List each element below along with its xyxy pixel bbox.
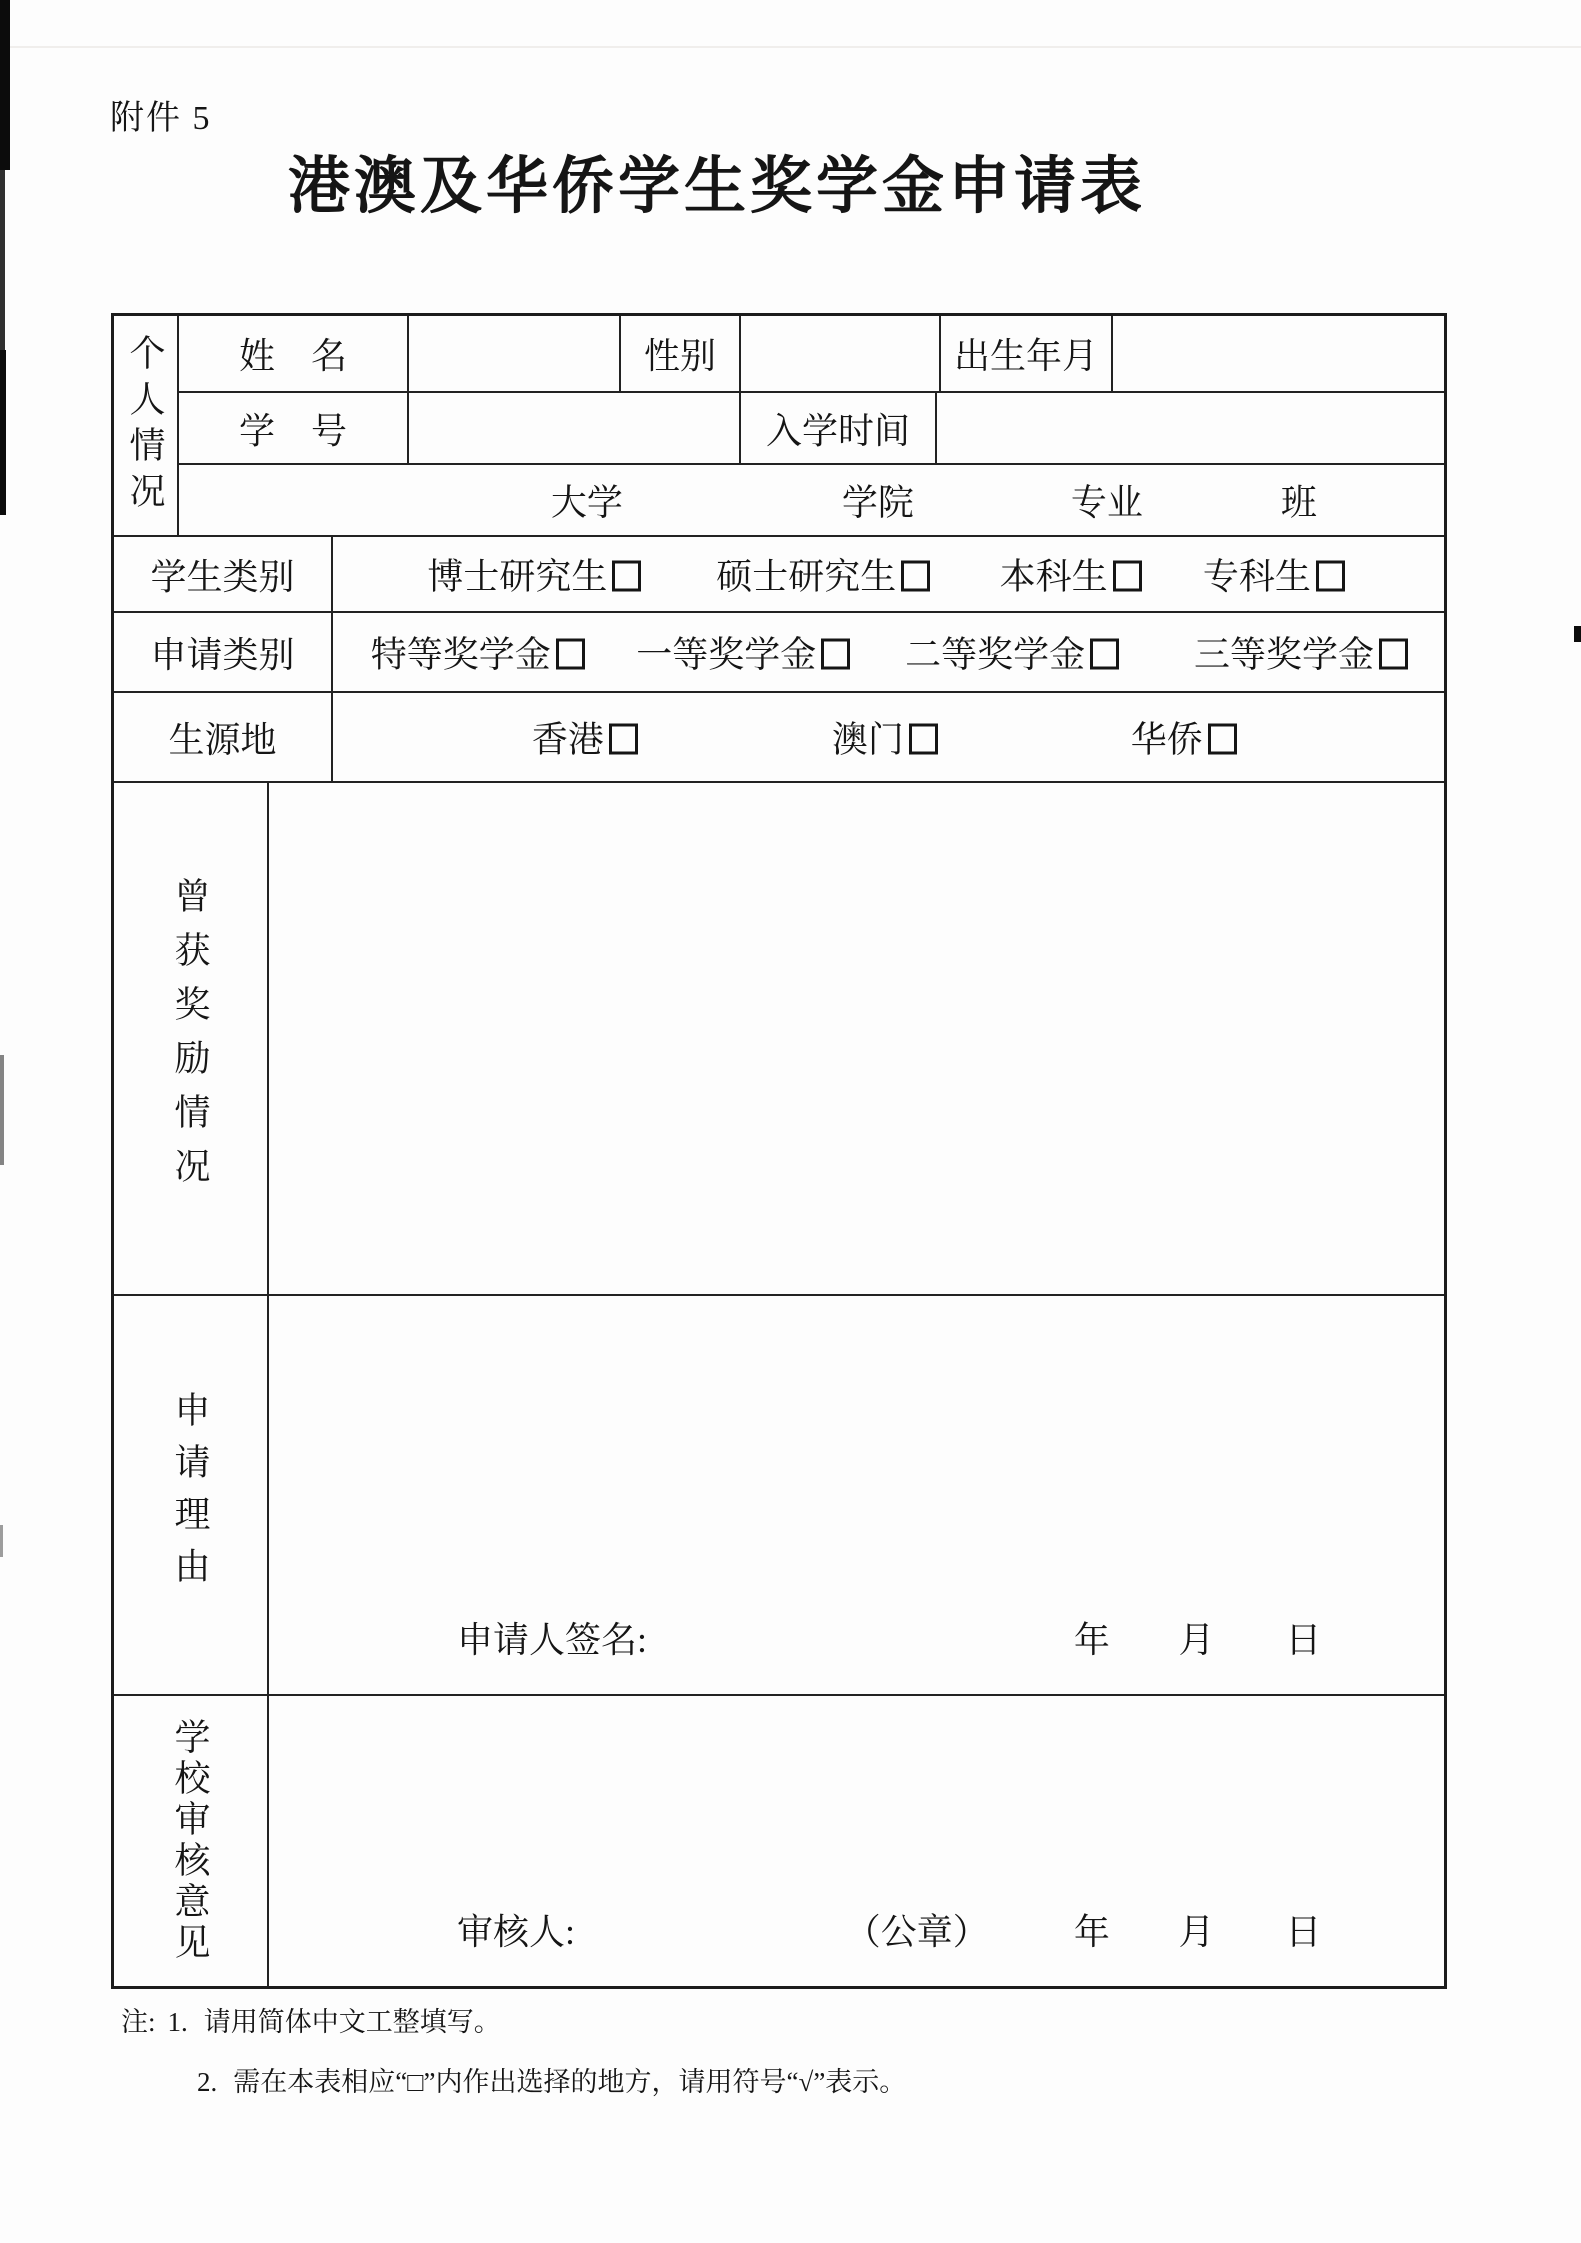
row-university-college-major-class [179, 465, 1444, 535]
third-class-scholarship-checkbox[interactable] [1379, 639, 1408, 670]
gender-label: 性别 [621, 316, 741, 391]
applicant-signature-line [269, 1612, 1444, 1660]
year-label: 年 [1073, 1620, 1110, 1660]
hongkong-checkbox[interactable] [609, 724, 638, 755]
student-type-options [333, 537, 1444, 611]
footnotes [121, 2000, 1451, 2099]
option-doctoral-student: 博士研究生 [427, 549, 641, 600]
option-overseas-chinese: 华侨 [1131, 712, 1237, 763]
macau-checkbox[interactable] [909, 724, 938, 755]
scan-edge-mark [0, 0, 10, 170]
day-label: 日 [1285, 1620, 1322, 1660]
origin-label: 生源地 [114, 693, 333, 781]
name-label: 姓 名 [179, 316, 409, 391]
awards-history-label: 曾获奖励情况 [114, 783, 269, 1294]
attachment-label: 附件 5 [110, 100, 212, 137]
official-seal-label: （公章） [844, 1912, 989, 1952]
student-type-row [114, 537, 1444, 613]
month-label: 月 [1178, 1620, 1215, 1660]
applicant-signature-label: 申请人签名: [457, 1620, 648, 1660]
name-input-cell[interactable] [409, 316, 621, 391]
origin-row [114, 693, 1444, 783]
enroll-time-input-cell[interactable] [937, 393, 1444, 463]
origin-options [333, 693, 1444, 781]
special-scholarship-checkbox[interactable] [556, 639, 585, 670]
enroll-time-label: 入学时间 [741, 393, 937, 463]
footnote-2: 2. 需在本表相应“□”内作出选择的地方，请用符号“√”表示。 [197, 2067, 907, 2097]
school-review-row [114, 1696, 1444, 1986]
student-type-label: 学生类别 [114, 537, 333, 611]
option-undergraduate: 本科生 [1000, 549, 1142, 600]
application-type-options [333, 613, 1444, 691]
personal-info-section [114, 316, 1444, 537]
application-reason-label: 申请理由 [114, 1296, 269, 1694]
option-special-scholarship: 特等奖学金 [371, 627, 585, 678]
scan-edge-mark [0, 1055, 4, 1165]
application-reason-row [114, 1296, 1444, 1696]
option-master-student: 硕士研究生 [716, 549, 930, 600]
footnote-1: 注: 1. 请用简体中文工整填写。 [121, 2000, 1451, 2039]
application-type-row [114, 613, 1444, 693]
major-label: 专业 [1070, 482, 1143, 523]
school-review-label: 学校审核意见 [114, 1696, 269, 1986]
option-first-class-scholarship: 一等奖学金 [636, 627, 850, 678]
personal-info-section-label: 个人情况 [114, 316, 179, 535]
reviewer-signature-line [269, 1904, 1444, 1952]
option-third-class-scholarship: 三等奖学金 [1194, 627, 1408, 678]
awards-history-input-area[interactable] [269, 783, 1444, 1294]
reviewer-label: 审核人: [457, 1912, 576, 1952]
scan-fold-line [0, 46, 1581, 48]
gender-input-cell[interactable] [741, 316, 941, 391]
birth-date-label: 出生年月 [941, 316, 1113, 391]
month-label: 月 [1178, 1912, 1215, 1952]
awards-history-row [114, 783, 1444, 1296]
row-name-gender-birth [179, 316, 1444, 393]
application-form-table [111, 313, 1447, 1989]
first-class-scholarship-checkbox[interactable] [821, 639, 850, 670]
option-hongkong: 香港 [532, 712, 638, 763]
day-label: 日 [1285, 1912, 1322, 1952]
birth-date-input-cell[interactable] [1113, 316, 1444, 391]
scan-edge-mark [0, 170, 5, 350]
year-label: 年 [1073, 1912, 1110, 1952]
master-student-checkbox[interactable] [901, 561, 930, 592]
undergraduate-checkbox[interactable] [1113, 561, 1142, 592]
class-label: 班 [1280, 482, 1317, 523]
row-studentid-enroll [179, 393, 1444, 465]
student-id-input-cell[interactable] [409, 393, 741, 463]
student-id-label: 学 号 [179, 393, 409, 463]
overseas-chinese-checkbox[interactable] [1208, 724, 1237, 755]
application-reason-input-area[interactable] [269, 1296, 1444, 1694]
application-type-label: 申请类别 [114, 613, 333, 691]
school-info-cell[interactable] [179, 465, 1444, 535]
scan-edge-mark [0, 1525, 3, 1557]
school-review-input-area[interactable] [269, 1696, 1444, 1986]
option-macau: 澳门 [832, 712, 938, 763]
doctoral-student-checkbox[interactable] [612, 561, 641, 592]
scan-edge-mark [1574, 626, 1581, 642]
college-label: 学院 [841, 482, 914, 523]
scan-edge-mark [0, 350, 6, 515]
second-class-scholarship-checkbox[interactable] [1090, 639, 1119, 670]
junior-college-checkbox[interactable] [1316, 561, 1345, 592]
option-junior-college: 专科生 [1203, 549, 1345, 600]
notes-prefix: 注: [121, 2007, 156, 2037]
option-second-class-scholarship: 二等奖学金 [905, 627, 1119, 678]
page-title: 港澳及华侨学生奖学金申请表 [288, 153, 1147, 221]
university-label: 大学 [550, 482, 623, 523]
